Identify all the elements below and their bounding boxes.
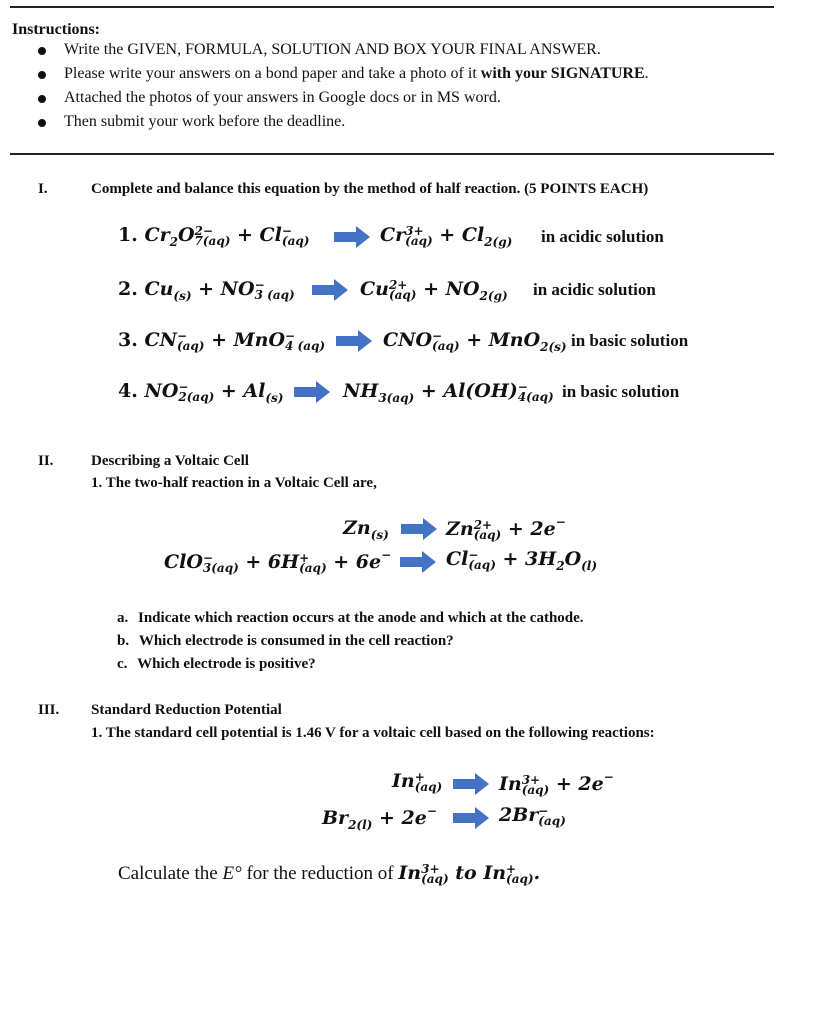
section-1-title: Complete and balance this equation by the method of half reaction. (5 POINTS EACH)	[91, 181, 649, 197]
half-reaction-bromine-left: $Br_{2(l)} + 2e^-$	[322, 804, 437, 832]
equation-number: 4.	[118, 380, 138, 402]
bullet-text: Write the GIVEN, FORMULA, SOLUTION AND BOX YOUR FINAL ANSWER.	[64, 41, 601, 58]
question-a	[117, 610, 584, 627]
bullet-item	[38, 41, 601, 59]
half-reaction-indium-right: In 3+ (aq) + 2e−	[499, 770, 614, 797]
bullet-text-post: .	[644, 65, 649, 82]
section-2-intro: 1. The two-half reaction in a Voltaic Cell are,	[91, 475, 377, 491]
half-reaction-bromine-right: 2Br − (aq)	[499, 804, 566, 828]
equation-number: 1.	[118, 224, 138, 246]
question-b	[117, 633, 454, 650]
bullet-dot-icon	[38, 71, 46, 79]
top-rule	[10, 6, 774, 8]
equation-3-products: CNO − (aq) + MnO$_{2(s)}$	[383, 329, 567, 354]
half-reaction-chlorate-right: Cl − (aq) + $3H_2O_{(l)}$	[446, 548, 598, 573]
equation-3-condition: in basic solution	[571, 331, 689, 350]
equation-number: 3.	[118, 329, 138, 351]
question-letter: c.	[117, 656, 128, 672]
equation-2-condition: in acidic solution	[533, 280, 656, 299]
bullet-item	[38, 65, 649, 83]
question-text: Indicate which reaction occurs at the anode and which at the cathode.	[138, 610, 584, 626]
half-reaction-indium-left: In + (aq)	[392, 770, 443, 794]
calc-text: for the reduction of	[241, 863, 399, 884]
right-block-arrow-icon	[294, 381, 330, 403]
section-3-intro: 1. The standard cell potential is 1.46 V for a voltaic cell based on the following reactions:	[91, 725, 655, 741]
right-block-arrow-icon	[336, 330, 372, 352]
question-letter: a.	[117, 610, 129, 626]
equation-4-products: $NH_{3(aq)} + Al(OH)$ − 4(aq)	[343, 380, 554, 405]
equation-4-condition: in basic solution	[562, 382, 680, 401]
bullet-item	[38, 89, 501, 107]
right-block-arrow-icon	[453, 773, 489, 795]
bullet-dot-icon	[38, 119, 46, 127]
bullet-dot-icon	[38, 95, 46, 103]
equation-number: 2.	[118, 278, 138, 300]
bullet-text	[64, 65, 649, 82]
right-block-arrow-icon	[312, 279, 348, 301]
question-text: Which electrode is consumed in the cell reaction?	[138, 633, 454, 649]
question-c	[117, 656, 316, 673]
calc-text: Calculate the	[118, 863, 223, 884]
instructions-title: Instructions:	[12, 21, 101, 38]
bullet-text-bold: with your SIGNATURE	[480, 65, 645, 82]
half-reaction-chlorate-left: ClO − 3(aq) + 6H + (aq) + 6e−	[164, 548, 392, 575]
section-2-number: II.	[38, 453, 54, 469]
equation-1-products: Cr 3+ (aq) + $Cl_{2(g)}$	[380, 224, 513, 249]
right-block-arrow-icon	[400, 551, 436, 573]
equation-1-condition: in acidic solution	[541, 227, 664, 246]
section-1-number: I.	[38, 181, 48, 197]
equation-2: 2. $Cu_{(s)}$ + NO − 3 (aq)	[118, 278, 295, 303]
section-3-title: Standard Reduction Potential	[91, 702, 282, 718]
bullet-text: Attached the photos of your answers in Google docs or in MS word.	[64, 89, 501, 106]
half-reaction-zinc-right: Zn 2+ (aq) + 2e−	[446, 515, 566, 542]
calc-to: to	[448, 862, 484, 884]
divider-rule	[10, 153, 774, 155]
question-letter: b.	[117, 633, 130, 649]
section-2-title: Describing a Voltaic Cell	[91, 453, 249, 469]
equation-1: 1. $Cr_2O$ 2− 7(aq) + Cl − (aq)	[118, 224, 310, 249]
calculation-prompt: Calculate the E° for the reduction of In 3+ (aq) to In + (aq) .	[118, 862, 541, 886]
calc-e-symbol: E°	[222, 863, 242, 884]
right-block-arrow-icon	[334, 226, 370, 248]
bullet-text: Then submit your work before the deadline.	[64, 113, 346, 130]
equation-2-products: Cu 2+ (aq) + $NO_{2(g)}$	[360, 278, 508, 303]
equation-4: 4. NO − 2(aq) + $Al_{(s)}$	[118, 380, 284, 405]
section-3-number: III.	[38, 702, 60, 718]
bullet-dot-icon	[38, 47, 46, 55]
bullet-text-pre: Please write your answers on a bond paper and take a photo of it	[64, 65, 481, 82]
right-block-arrow-icon	[453, 807, 489, 829]
bullet-item	[38, 113, 345, 131]
right-block-arrow-icon	[401, 518, 437, 540]
half-reaction-zinc-left: $Zn_{(s)}$	[343, 517, 389, 542]
question-text: Which electrode is positive?	[137, 656, 316, 672]
equation-3: 3. CN − (aq) + MnO − 4 (aq)	[118, 329, 326, 353]
